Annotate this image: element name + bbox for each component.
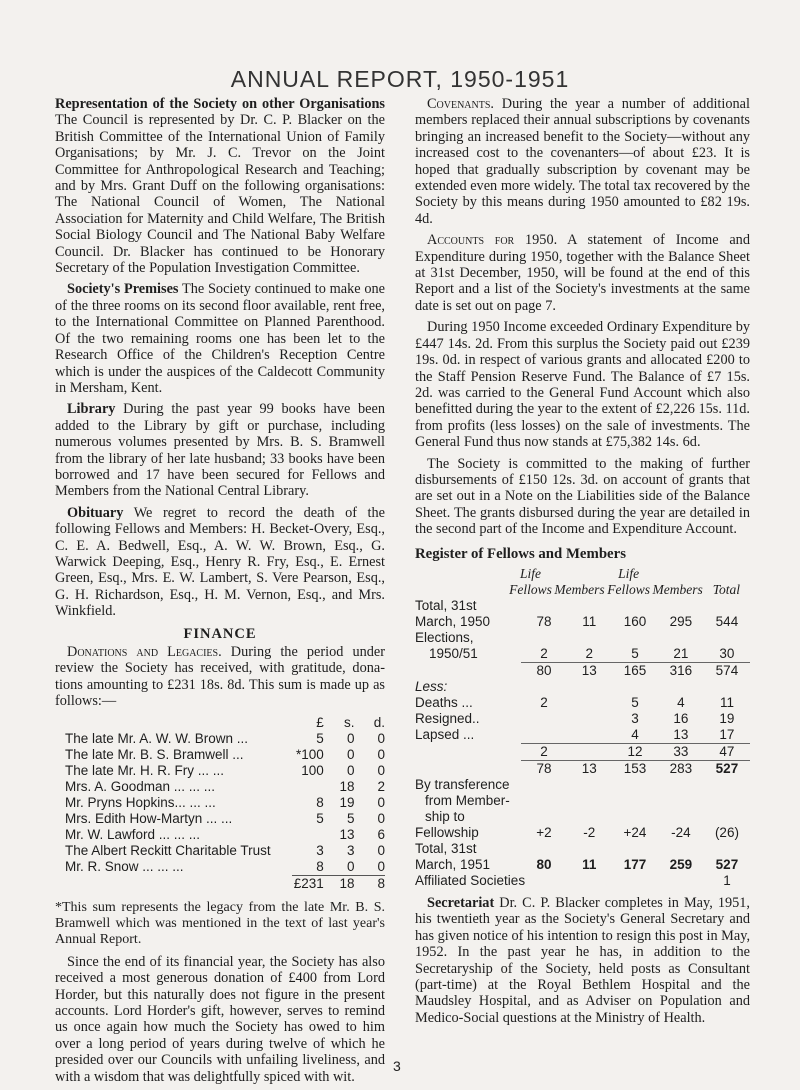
accounts-heading: Accounts for 1950. (427, 232, 558, 249)
register-heading: Register of Fellows and Members (415, 545, 626, 562)
secretariat-text: Dr. C. P. Blacker completes in May, 1951, his twentieth year as the Society's General Secretary and has given notice of his intention to resign this post in May, 1952. In the past year he has, in addition to the Secretaryship of the Society, held posts as Consultant (part-time) at the Royal Bethlem Hospital and the Maudsley Hospital, and as Adviser on Population and Medico-Social questions at the Ministry of Health. (415, 894, 751, 1026)
table-row: Total, 31st (415, 840, 477, 856)
obituary-text: We regret to record the death of the following Fellows and Members: H. Becket-Overy, Esq., C. E. A. Bedwell, Esq., A. W. W. Brown, Esq., G. Warwick Deeping, Esq., Henry R. Fry, Esq., E. Ernest Green, Esq., Mrs. E. W. Lambert, S. Vere Pearson, Esq., G. H. Richardson, Esq., H. M. Vernon, Esq., and Mrs. Winkfield. (55, 504, 385, 620)
representation-text: The Council is represented by Dr. C. P. Blacker on the British Committee of the International Union of Family Organisations; by Mr. J. C. Trevor on the Joint Committee for Anthropological Research and Teaching; and by Mrs. Grant Duff on the following organisations: The National Council of Women, The National Association for Maternity and Child Welfare, The British Social Biology Council and The National Baby Welfare Council. Dr. Blacker has continued to be Honorary Secretary of the Population Investigation Committee. (55, 112, 385, 277)
covenants-heading: Covenants. (427, 96, 494, 112)
table-row: The Albert Reckitt Charitable Trust 3 3 0 (65, 842, 385, 858)
less-total-row: 2 12 33 47 (415, 743, 750, 760)
pence-header: d. (373, 714, 385, 730)
finance-heading: FINANCE (183, 625, 257, 642)
subtotal-row-2: 78 13 153 283 527 (415, 760, 750, 777)
obituary-paragraph (55, 505, 385, 620)
table-row: The late Mr. B. S. Bramwell ... *100 0 0 (65, 746, 385, 762)
representation-heading: Representation of the Society on other Organisations (55, 96, 385, 112)
table-row: Lapsed ... 4 13 17 (415, 726, 735, 743)
income-paragraph: During 1950 Income exceeded Ordinary Expenditure by £447 14s. 2d. From this surplus the Society paid out £239 19s. 0d. in respect of various grants and allocated £200 to the Staff Pension Reserve Fund. The Balance of £7 15s. 2d. was carried to the General Fund Account which also benefitted during the year to the extent of £2,226 15s. 11d. from profits (less losses) on the sale of investments. The General Fund thus now stands at £75,382 14s. 6d. (415, 319, 750, 451)
table-row: Mrs. Edith How-Martyn ... ... 5 5 0 (65, 810, 385, 826)
horder-paragraph: Since the end of its financial year, the Society has also received a most generous donation of £400 from Lord Horder, but this naturally does not figure in the present accounts. Lord Horder's gift, however, serves to remind us once again how much the Society has owed to him over a long period of years during twelve of which he presided over our Councils with unfailing liveliness, and with a wisdom that was delightfully spiced with wit. (55, 953, 385, 1085)
premises-text: The Society continued to make one of the three rooms on its second floor available, rent free, to the International Committee on Planned Parenthood. Of the two remaining rooms one has been let to the Research Office of the Children's Reception Centre which is under the auspices of the Caldecott Community in Mersham, Kent. (55, 281, 385, 396)
commitments-paragraph: The Society is committed to the making of further disbursements of £150 12s. 3d. on account of grants that are set out in a Note on the Liabilities side of the Balance Sheet. The grants disbursed during the year are detailed in the second part of the Income and Expenditure Account. (415, 455, 750, 538)
register-table (415, 566, 750, 598)
table-row: The late Mr. H. R. Fry ... ... 100 0 0 (65, 762, 385, 778)
library-text: During the past year 99 books have been added to the Library by gift or purchase, including numerous volumes presented by Mrs. B. S. Bramwell from the library of her late husband; 33 books have been borrowed and 17 have been secured for Fellows and Members from the National Central Library. (55, 401, 385, 500)
covenants-text: During the year a number of additional members replaced their annual subscriptions by covenants bringing an increased benefit to the Society—without any increased cost to the covenanters—of about £23. It is hoped that gradually subscription by covenant may be extended even more widely. The total tax recovered by the Society by this means during 1950 amounted to £82 19s. 4d. (415, 96, 750, 227)
table-row: Less: (415, 678, 448, 694)
table-row: Deaths ... 2 5 4 11 (415, 694, 734, 710)
final-total-row: March, 1951 80 11 177 259 527 (415, 856, 739, 872)
left-column (55, 96, 385, 1090)
donations-paragraph (55, 644, 385, 710)
table-row: Mr. Pryns Hopkins... ... ... 8 19 0 (65, 794, 385, 810)
obituary-heading: Obituary (67, 504, 124, 521)
library-paragraph (55, 401, 385, 499)
table-row: The late Mr. A. W. W. Brown ... 5 0 0 (65, 730, 385, 746)
covenants-paragraph (415, 96, 750, 227)
page-header: ANNUAL REPORT, 1950-1951 (230, 66, 570, 92)
page-number: 3 (393, 1058, 401, 1074)
table-row: Mrs. A. Goodman ... ... ... 18 2 (65, 778, 385, 794)
table-row: Affiliated Societies 1 (415, 872, 731, 888)
register-header-row-1: Life Life (520, 565, 640, 581)
accounts-text: A statement of Income and Expenditure during 1950, together with the Balance Sheet at 31st December, 1950, will be found at the end of this Report and a list of the Society's investments at the same date is set out on page 7. (415, 232, 750, 314)
table-row: Elections, (415, 629, 474, 645)
table-row: Mr. R. Snow ... ... ... 8 0 0 (65, 858, 385, 874)
register-header-row-2: Fellows Members Fellows Members Total (509, 581, 740, 597)
table-row: Mr. W. Lawford ... ... ... 13 6 (65, 826, 385, 842)
premises-paragraph (55, 281, 385, 396)
table-row: from Member- (425, 792, 510, 808)
table-row: Resigned.. 3 16 19 (415, 710, 735, 726)
subtotal-row: 80 13 165 316 574 (415, 662, 750, 679)
right-column (415, 96, 750, 1031)
secretariat-paragraph (415, 895, 750, 1026)
table-row: 1950/51 2 2 5 21 30 (429, 645, 735, 662)
table-row: Fellowship +2 -2 +24 -24 (26) (415, 824, 739, 840)
donations-footnote: *This sum represents the legacy from the late Mr. B. S. Bramwell which was mentioned in the text of last year's Annual Report. (55, 899, 385, 948)
donations-total-row: £231 18 8 (293, 875, 385, 891)
secretariat-heading: Secretariat (427, 894, 495, 911)
table-row: By transference (415, 776, 510, 792)
donations-header-row (55, 715, 385, 731)
donations-heading: Donations and Legacies. (67, 644, 222, 660)
library-heading: Library (67, 401, 116, 418)
accounts-paragraph (415, 232, 750, 314)
table-row: Total, 31st (415, 597, 477, 613)
shillings-header: s. (343, 714, 355, 730)
table-row: March, 1950 78 11 160 295 544 (415, 613, 739, 629)
representation-paragraph (55, 96, 385, 276)
pounds-header: £ (316, 714, 324, 730)
premises-heading: Society's Premises (67, 281, 179, 298)
donations-table (55, 715, 385, 892)
donations-text: During the period under review the Society has received, with gratitude, donations amounting to £231 18s. 8d. This sum is made up as follows:— (55, 644, 386, 710)
register-body-table (415, 598, 750, 889)
table-row: ship to (425, 808, 465, 824)
